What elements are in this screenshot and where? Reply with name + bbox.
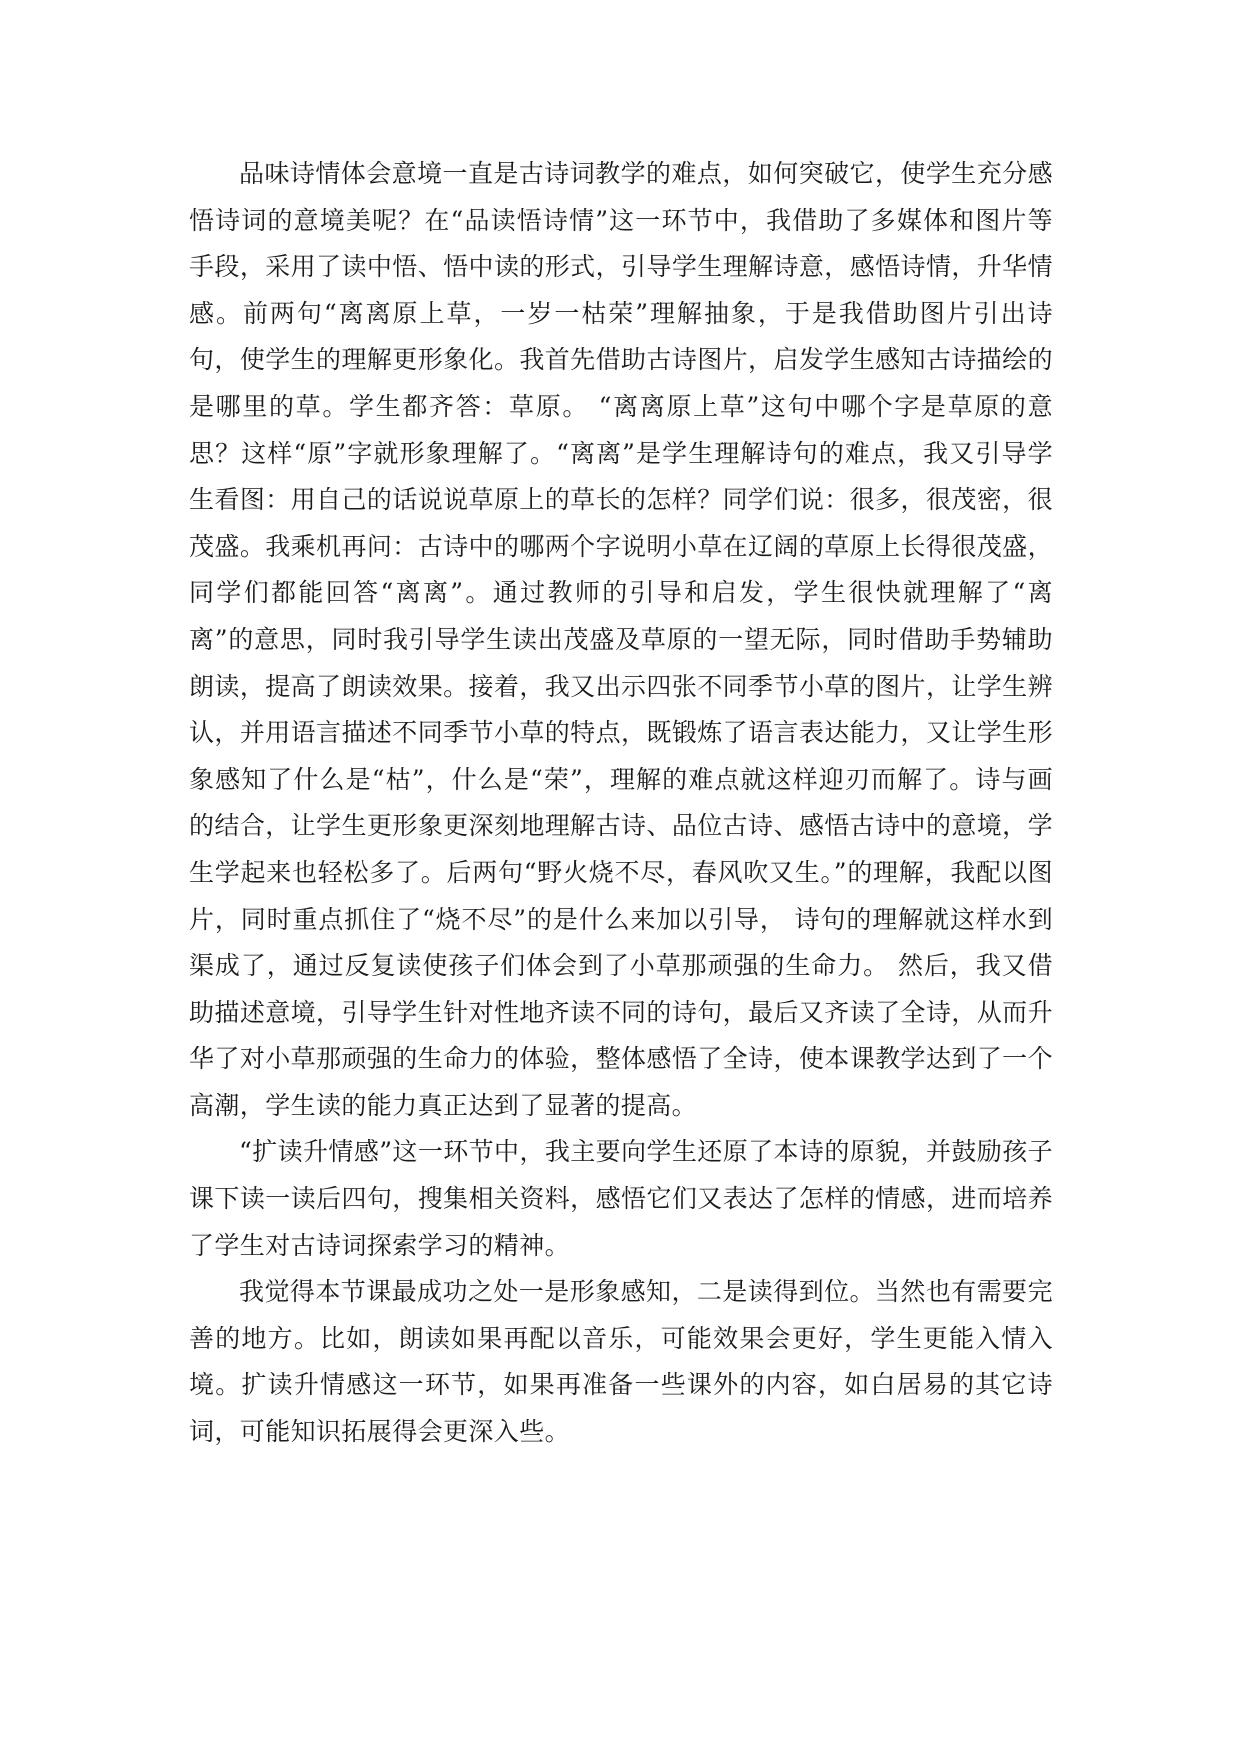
paragraph-reflection: 我觉得本节课最成功之处一是形象感知，二是读得到位。当然也有需要完善的地方。比如，朗读如果再配以音乐，可能效果会更好，学生更能入情入境。扩读升情感这一环节，如果再准备一些课外的内容，如白居易的其它诗词，可能知识拓展得会更深入些。 xyxy=(189,1277,1053,1447)
paragraph-poem-appreciation: 品味诗情体会意境一直是古诗词教学的难点，如何突破它，使学生充分感悟诗词的意境美呢？在“品读悟诗情”这一环节中，我借助了多媒体和图片等手段，采用了读中悟、悟中读的形式，引导学生理解诗意，感悟诗情，升华情感。前两句“离离原上草，一岁一枯荣”理解抽象，于是我借助图片引出诗句，使学生的理解更形象化。我首先借助古诗图片，启发学生感知古诗描绘的是哪里的草。学生都齐答：草原。 “离离原上草”这句中哪个字是草原的意思？这样“原”字就形象理解了。“离离”是学生理解诗句的难点，我又引导学生看图：用自己的话说说草原上的草长的怎样？同学们说：很多，很茂密，很茂盛。我乘机再问：古诗中的哪两个字说明小草在辽阔的草原上长得很茂盛，同学们都能回答“离离”。通过教师的引导和启发，学生很快就理解了“离离”的意思，同时我引导学生读出茂盛及草原的一望无际，同时借助手势辅助朗读，提高了朗读效果。接着，我又出示四张不同季节小草的图片，让学生辨认，并用语言描述不同季节小草的特点，既锻炼了语言表达能力，又让学生形象感知了什么是“枯”，什么是“荣”，理解的难点就这样迎刃而解了。诗与画的结合，让学生更形象更深刻地理解古诗、品位古诗、感悟古诗中的意境，学生学起来也轻松多了。后两句“野火烧不尽，春风吹又生。”的理解，我配以图片，同时重点抓住了“烧不尽”的是什么来加以引导， 诗句的理解就这样水到渠成了，通过反复读使孩子们体会到了小草那顽强的生命力。 然后，我又借助描述意境，引导学生针对性地齐读不同的诗句，最后又齐读了全诗，从而升华了对小草那顽强的生命力的体验，整体感悟了全诗，使本课教学达到了一个高潮，学生读的能力真正达到了显著的提高。 xyxy=(189,159,1053,1120)
document-body xyxy=(189,151,1053,1456)
paragraph-extended-reading: “扩读升情感”这一环节中，我主要向学生还原了本诗的原貌，并鼓励孩子课下读一读后四句，搜集相关资料，感悟它们又表达了怎样的情感，进而培养了学生对古诗词探索学习的精神。 xyxy=(189,1137,1053,1260)
